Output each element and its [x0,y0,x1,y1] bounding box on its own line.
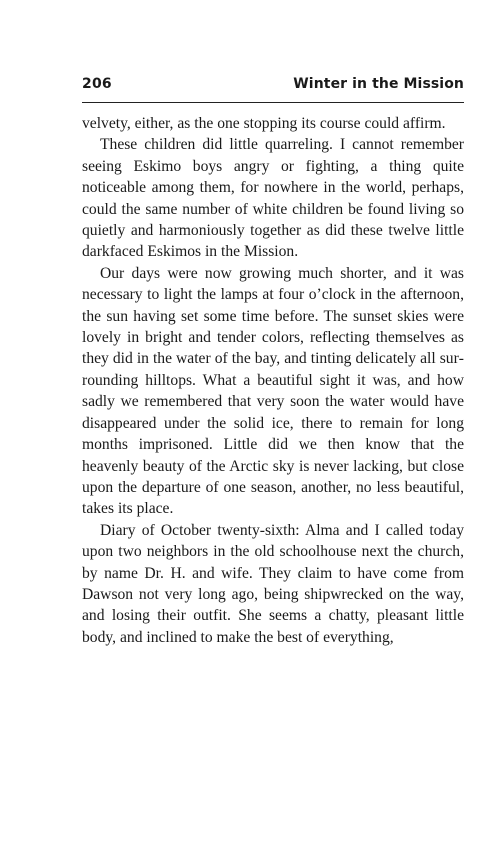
paragraph-continued: velvety, either, as the one stopping its course could affirm. [82,115,446,132]
paragraph: Diary of October twenty-sixth: Alma and I called today upon two neighbors in the old schoolhouse next the church, by name Dr. H. and wife. They claim to have come from Dawson not very long ago, being shipwrecked on the way, and losing their outfit. She seems a chatty, pleasant little body, and inclined to make the best of everything, [82,521,464,646]
page-header [82,76,464,103]
book-page [82,76,464,648]
paragraph: Our days were now growing much shorter, and it was necessary to light the lamps at four o’clock in the afternoon, the sun having set some time before. The sunset skies were lovely in bright and tender colors, reflecting themselves as they did in the water of the bay, and tinting delicately all surrounding hilltops. What a beautiful sight it was, and how sadly we remembered that very soon the water would have disappeared under the solid ice, there to remain for long months imprisoned. Little did we then know that the heavenly beauty of the Arctic sky is never lacking, but close upon the departure of one season, another, no less beautiful, takes its place. [82,264,464,518]
paragraph: These children did little quarreling. I cannot remember seeing Eskimo boys angry or fighting, a thing quite noticeable among them, for nowhere in the world, perhaps, could the same number of white children be found living so quietly and harmoniously together as did these twelve little darkfaced Eskimos in the Mission. [82,136,464,261]
page-number: 206 [82,76,112,92]
body-text [82,113,464,648]
running-head: Winter in the Mission [293,76,464,92]
